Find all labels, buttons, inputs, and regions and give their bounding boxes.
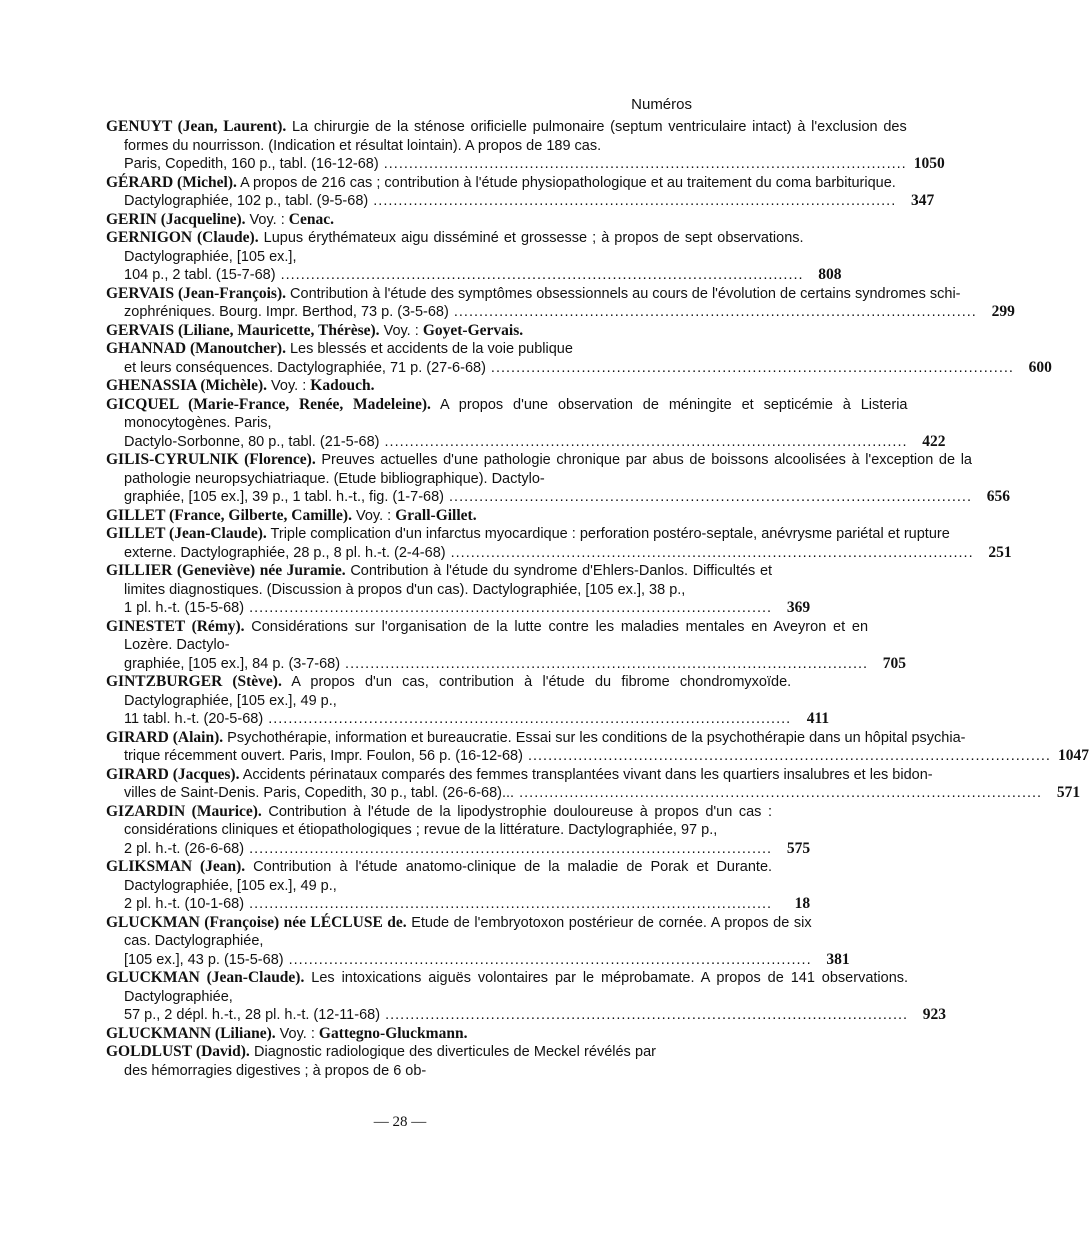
entry-body [106, 322, 656, 341]
entry-description: A propos d'une observation de méningite et septicémie à Listeria monocytogènes. Paris, [124, 396, 908, 431]
entry-description: A propos de 216 cas ; contribution à l'étude physiopathologique et au traitement du coma barbiturique. [236, 174, 896, 191]
catalogue-entry [106, 395, 946, 452]
author-name: GENUYT (Jean, Laurent). [106, 118, 287, 135]
entry-body [106, 174, 896, 211]
entry-description: Contribution à l'étude anatomo-clinique de la maladie de Porak et Durante. Dactylographiée, [105 ex.], 49 p., [124, 859, 773, 894]
entry-description: Contribution à l'étude de la lipodystrophie douloureuse à propos d'un cas : considérations cliniques et étiopathologiques ; revue de la littérature. Dactylographiée, 97 p., [124, 803, 773, 838]
entry-body [106, 377, 656, 396]
entry-number: 422 [922, 432, 946, 450]
entry-imprint-line: 2 pl. h.-t. (26-6-68) ..... [124, 840, 772, 859]
entry-imprint-line: zophréniques. Bourg. Impr. Berthod, 73 p. (3-5-68) ..... [124, 303, 977, 322]
entry-number: 1050 [913, 155, 945, 172]
entry-imprint-line: 57 p., 2 dépl. h.-t., 28 pl. h.-t. (12-11-68) ..... [124, 1006, 908, 1025]
author-name: GHANNAD (Manoutcher). [106, 340, 286, 357]
author-name: GINESTET (Rémy). [106, 617, 245, 635]
entry-body [106, 507, 656, 526]
entry-number: 575 [786, 839, 811, 857]
entry-imprint-line: [105 ex.], 43 p. (15-5-68) ..... [124, 951, 812, 970]
catalogue-entry [106, 969, 947, 1025]
entry-number: 251 [988, 543, 1012, 561]
catalogue-entry [106, 858, 811, 914]
author-name: GERVAIS (Jean-François). [106, 284, 287, 302]
author-name: GIRARD (Jacques). [106, 765, 240, 783]
catalogue-entry [106, 451, 1010, 507]
entry-body [106, 525, 974, 562]
entry-body [106, 673, 791, 729]
entry-number: 1047 [1057, 747, 1089, 764]
cross-reference: Gattegno-Gluckmann. [318, 1024, 468, 1042]
author-name: GLUCKMANN (Liliane). [106, 1024, 276, 1042]
catalogue-entry [106, 377, 694, 396]
entry-body [106, 618, 868, 674]
author-name: GERIN (Jacqueline). [106, 210, 246, 228]
entry-body [106, 1025, 656, 1044]
entry-imprint-line: externe. Dactylographiée, 28 p., 8 pl. h.-t. (2-4-68) ..... [124, 544, 974, 563]
entry-imprint-line: graphiée, [105 ex.], 84 p. (3-7-68) ..... [124, 655, 868, 674]
author-name: GILIS-CYRULNIK (Florence). [106, 451, 316, 468]
author-name: GERVAIS (Liliane, Mauricette, Thérèse). [106, 321, 380, 339]
catalogue-entry [106, 525, 1012, 562]
catalogue-entry [106, 322, 694, 341]
entry-body [106, 396, 908, 452]
entry-number: 381 [826, 950, 850, 968]
entry-description: Les blessés et accidents de la voie publique [285, 341, 573, 357]
catalogue-entry [106, 507, 694, 526]
entry-imprint-line: villes de Saint-Denis. Paris, Copedith, 30 p., tabl. (26-6-68)... ..... [124, 784, 1042, 803]
entry-description: Psychothérapie, information et bureaucratie. Essai sur les conditions de la psychothérapie dans un hôpital psychia- [223, 729, 966, 746]
entry-body [106, 858, 772, 914]
catalogue-entry [106, 562, 811, 618]
entry-body [106, 229, 804, 285]
entry-number: 18 [794, 895, 811, 912]
entry-description: Preuves actuelles d'une pathologie chronique par abus de boissons alcoolisées à l'exception de la pathologie neuropsychiatriaque. (Etude bibliographique). Dactylo- [124, 452, 972, 487]
author-name: GLUCKMAN (Françoise) née LÉCLUSE de. [106, 913, 407, 931]
entry-number: 369 [786, 599, 811, 616]
catalogue-entry [106, 728, 1089, 766]
entry-imprint-line: trique récemment ouvert. Paris, Impr. Foulon, 56 p. (16-12-68) ..... [124, 747, 1051, 766]
entry-body [106, 451, 972, 507]
catalogue-entry [106, 340, 1052, 377]
catalogue-entry [106, 765, 1081, 803]
author-name: GIZARDIN (Maurice). [106, 802, 262, 820]
author-name: GLUCKMAN (Jean-Claude). [106, 969, 305, 986]
entry-body [106, 118, 907, 174]
entry-imprint-line: Paris, Copedith, 160 p., tabl. (16-12-68) ..... [124, 155, 907, 174]
author-name: GOLDLUST (David). [106, 1043, 250, 1060]
entry-description: Voy. : [275, 1025, 319, 1042]
entry-description: Diagnostic radiologique des diverticules de Meckel révélés par des hémorragies digestives ; à propos de 6 ob- [124, 1044, 656, 1079]
entry-description: Voy. : [245, 211, 289, 228]
entry-body [106, 729, 1051, 766]
entry-imprint-line: graphiée, [105 ex.], 39 p., 1 tabl. h.-t., fig. (1-7-68) ..... [124, 488, 972, 507]
author-name: GILLET (France, Gilberte, Camille). [106, 506, 352, 524]
entry-description: Voy. : [379, 322, 423, 339]
catalogue-entry [106, 284, 1015, 322]
entry-imprint-line: 2 pl. h.-t. (10-1-68) ..... [124, 895, 772, 914]
entry-imprint-line: et leurs conséquences. Dactylographiée, 71 p. (27-6-68) ..... [124, 359, 1014, 378]
author-name: GICQUEL (Marie-France, Renée, Madeleine). [106, 395, 431, 413]
catalogue-entry [106, 617, 907, 674]
cross-reference: Goyet-Gervais. [422, 321, 524, 339]
catalogue-entry [106, 673, 830, 729]
entry-body [106, 562, 772, 618]
entry-number: 705 [882, 654, 907, 672]
catalogue-entry [106, 118, 945, 174]
author-name: GILLET (Jean-Claude). [106, 525, 267, 542]
entry-body [106, 211, 656, 230]
catalogue-entry [106, 211, 694, 230]
entry-number: 923 [922, 1006, 947, 1023]
entry-imprint-line: 1 pl. h.-t. (15-5-68) ..... [124, 599, 772, 618]
column-heading-numeros: Numéros [631, 96, 692, 113]
catalogue-entry [106, 1025, 694, 1044]
entry-description: Considérations sur l'organisation de la lutte contre les maladies mentales en Aveyron et en Lozère. Dactylo- [124, 618, 869, 653]
entry-imprint-line: Dactylo-Sorbonne, 80 p., tabl. (21-5-68) ..... [124, 433, 908, 452]
entry-body [106, 803, 772, 859]
entry-description: Accidents périnataux comparés des femmes transplantées vivant dans les quartiers insalubres et les bidon- [239, 766, 933, 783]
author-name: GLIKSMAN (Jean). [106, 858, 246, 875]
entry-description: Voy. : [267, 378, 311, 394]
page-number: — 28 — [373, 1114, 427, 1130]
entry-description: Etude de l'embryotoxon postérieur de cornée. A propos de six cas. Dactylographiée, [124, 914, 812, 949]
cross-reference: Cenac. [288, 210, 334, 228]
entry-description: Lupus érythémateux aigu disséminé et grossesse ; à propos de sept observations. Dactylographiée, [105 ex.], [124, 230, 804, 265]
entry-number: 347 [910, 192, 935, 209]
entry-description: Contribution à l'étude des symptômes obsessionnels au cours de l'évolution de certains syndromes schi- [286, 285, 961, 302]
entry-body [106, 969, 908, 1025]
cross-reference: Kadouch. [310, 377, 375, 394]
entry-description: Contribution à l'étude du syndrome d'Ehlers-Danlos. Difficultés et limites diagnostiques. (Discussion à propos d'un cas). Dactylographiée, [105 ex.], 38 p., [124, 563, 773, 598]
entry-number: 600 [1028, 358, 1052, 376]
entry-body [106, 914, 812, 970]
entry-description: Voy. : [351, 507, 396, 524]
catalogue-entry [106, 1043, 694, 1080]
entry-number: 571 [1056, 784, 1081, 801]
entry-number: 808 [818, 266, 842, 283]
entry-number: 411 [806, 710, 830, 727]
author-name: GIRARD (Alain). [106, 728, 224, 746]
entry-imprint-line: 104 p., 2 tabl. (15-7-68) ..... [124, 266, 804, 285]
author-name: GHENASSIA (Michèle). [106, 377, 268, 394]
author-name: GERNIGON (Claude). [106, 229, 259, 246]
entry-description: Triple complication d'un infarctus myocardique : perforation postéro-septale, anévrysme pariétal et rupture [266, 526, 950, 542]
catalogue-entry [106, 802, 811, 859]
catalogue-entry [106, 229, 842, 285]
entry-list [106, 118, 1089, 1080]
entry-description: La chirurgie de la sténose orificielle pulmonaire (septum ventriculaire intact) à l'exclusion des formes du nourrisson. (Indication et résultat lointain). A propos de 189 cas. [124, 119, 907, 154]
entry-imprint-line: Dactylographiée, 102 p., tabl. (9-5-68) ..... [124, 192, 896, 211]
entry-number: 299 [991, 303, 1015, 320]
entry-body [106, 340, 1014, 377]
author-name: GILLIER (Geneviève) née Juramie. [106, 562, 346, 579]
author-name: GINTZBURGER (Stève). [106, 673, 282, 690]
catalogue-entry [106, 173, 935, 211]
entry-number: 656 [986, 488, 1010, 505]
entry-description: A propos d'un cas, contribution à l'étude du fibrome chondromyxoïde. Dactylographiée, [105 ex.], 49 p., [124, 674, 792, 709]
entry-description: Les intoxications aiguës volontaires par le méprobamate. A propos de 141 observations. Dactylographiée, [124, 970, 909, 1005]
author-name: GÉRARD (Michel). [106, 173, 237, 191]
cross-reference: Grall-Gillet. [395, 506, 477, 524]
entry-imprint-line: 11 tabl. h.-t. (20-5-68) ..... [124, 710, 791, 729]
entry-body [106, 1043, 656, 1080]
entry-body [106, 285, 977, 322]
entry-body [106, 766, 1042, 803]
catalogue-entry [106, 913, 850, 970]
